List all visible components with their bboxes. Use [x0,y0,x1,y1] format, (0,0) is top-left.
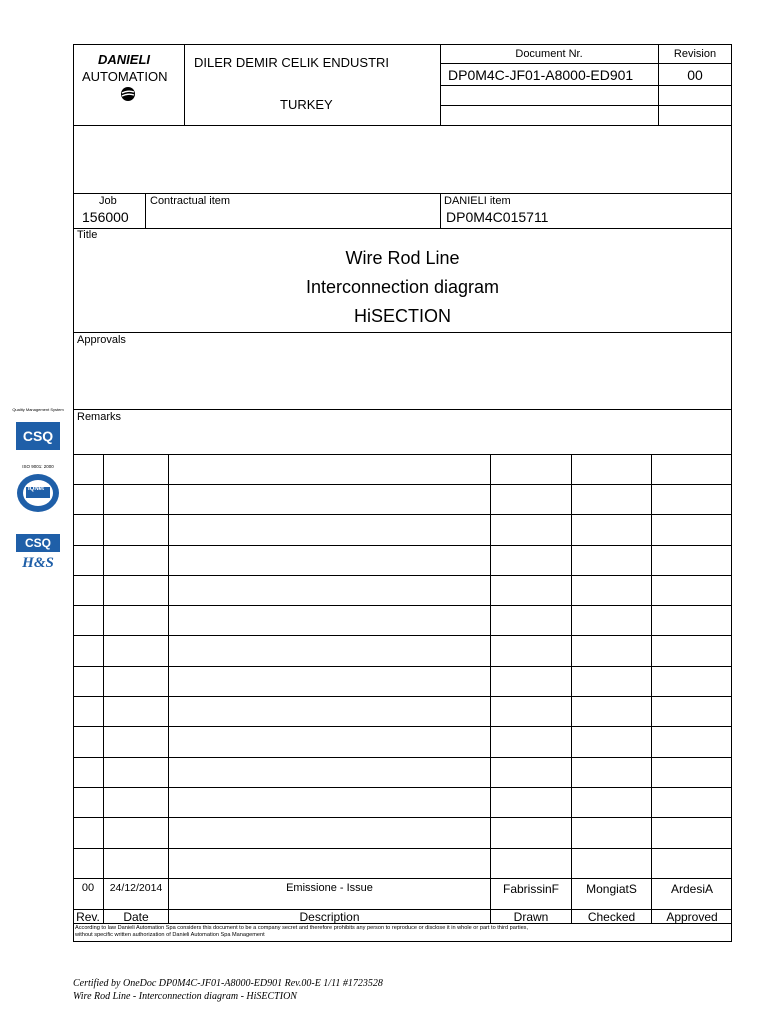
client-country: TURKEY [280,97,333,112]
grid-row-line [73,878,732,879]
title-bottom-line [73,332,732,333]
job-divider-2 [440,193,441,228]
company-name: DANIELI [98,52,150,67]
grid-row-line [73,726,732,727]
revision-value: 00 [687,67,703,83]
hs-label: H&S [22,555,54,571]
rev-row-description: Emissione - Issue [286,882,373,894]
header-hline-3 [440,105,732,106]
grid-row-line [73,575,732,576]
csq-hs-logo: CSQ [16,534,60,552]
header-checked: Checked [587,910,636,924]
header-drawn: Drawn [513,910,549,924]
grid-row-line [73,635,732,636]
job-value: 156000 [82,209,129,225]
iqnet-logo-icon [15,472,61,514]
danieli-logo-icon [120,86,136,102]
grid-col-line [168,454,169,923]
remarks-bottom-line [73,454,732,455]
danieli-item-label: DANIELI item [444,195,511,207]
job-divider-1 [145,193,146,228]
footer-line2: Wire Rod Line - Interconnection diagram - HiSECTION [73,991,297,1002]
grid-row-line [73,545,732,546]
rev-row-approved: ArdesiA [670,882,714,896]
rev-row-date: 24/12/2014 [109,882,163,894]
doc-nr-label: Document Nr. [515,48,583,60]
grid-row-line [73,605,732,606]
doc-nr-value: DP0M4C-JF01-A8000-ED901 [448,67,634,83]
grid-col-line [651,454,652,923]
approvals-label: Approvals [77,334,126,346]
iso-label: ISO 9001: 2000 [22,464,54,469]
client-name: DILER DEMIR CELIK ENDUSTRI [194,55,390,70]
company-subtitle: AUTOMATION [82,69,168,84]
grid-row-line [73,484,732,485]
header-date: Date [123,910,149,924]
rev-row-drawn: FabrissinF [502,882,559,896]
grid-row-line [73,817,732,818]
contractual-item-label: Contractual item [150,195,231,207]
grid-col-line [103,454,104,923]
header-divider-1 [184,44,185,125]
grid-row-line [73,757,732,758]
iqnet-label: IQNet [28,486,45,492]
header-rev: Rev. [76,910,100,924]
grid-row-line [73,787,732,788]
title-label: Title [77,229,98,241]
legal-notice-line2: without specific written authorization of Danieli Automation Spa Management [75,932,265,938]
header-approved: Approved [666,910,718,924]
header-hline-2 [440,85,732,86]
header-hline-1 [440,63,732,64]
title-line-2: Interconnection diagram [305,277,500,297]
header-bottom-line [73,125,732,126]
grid-col-line [490,454,491,923]
approvals-bottom-line [73,409,732,410]
grid-row-line [73,514,732,515]
document-frame [73,44,732,942]
grid-col-line [571,454,572,923]
job-label: Job [99,195,117,207]
grid-row-line [73,848,732,849]
grid-row-line [73,696,732,697]
csq-logo: CSQ [16,422,60,450]
job-bottom-line [73,228,732,229]
legal-notice-line1: According to law Danieli Automation Spa considers this document to be a company secret and therefore prohibits any person to reproduce or disclose it in whole or part to third parties, [75,925,529,931]
grid-row-line [73,666,732,667]
footer-line1: Certified by OneDoc DP0M4C-JF01-A8000-ED901 Rev.00-E 1/11 #1723528 [73,978,383,989]
rev-row-checked: MongiatS [586,882,637,896]
revision-label: Revision [673,48,717,60]
remarks-label: Remarks [77,411,122,423]
qms-label: Quality Management System [12,407,64,412]
header-description: Description [299,910,360,924]
job-top-line [73,193,732,194]
danieli-item-value: DP0M4C015711 [446,209,549,225]
rev-row-rev: 00 [81,882,95,894]
title-line-3: HiSECTION [353,306,451,326]
title-line-1: Wire Rod Line [345,248,460,268]
